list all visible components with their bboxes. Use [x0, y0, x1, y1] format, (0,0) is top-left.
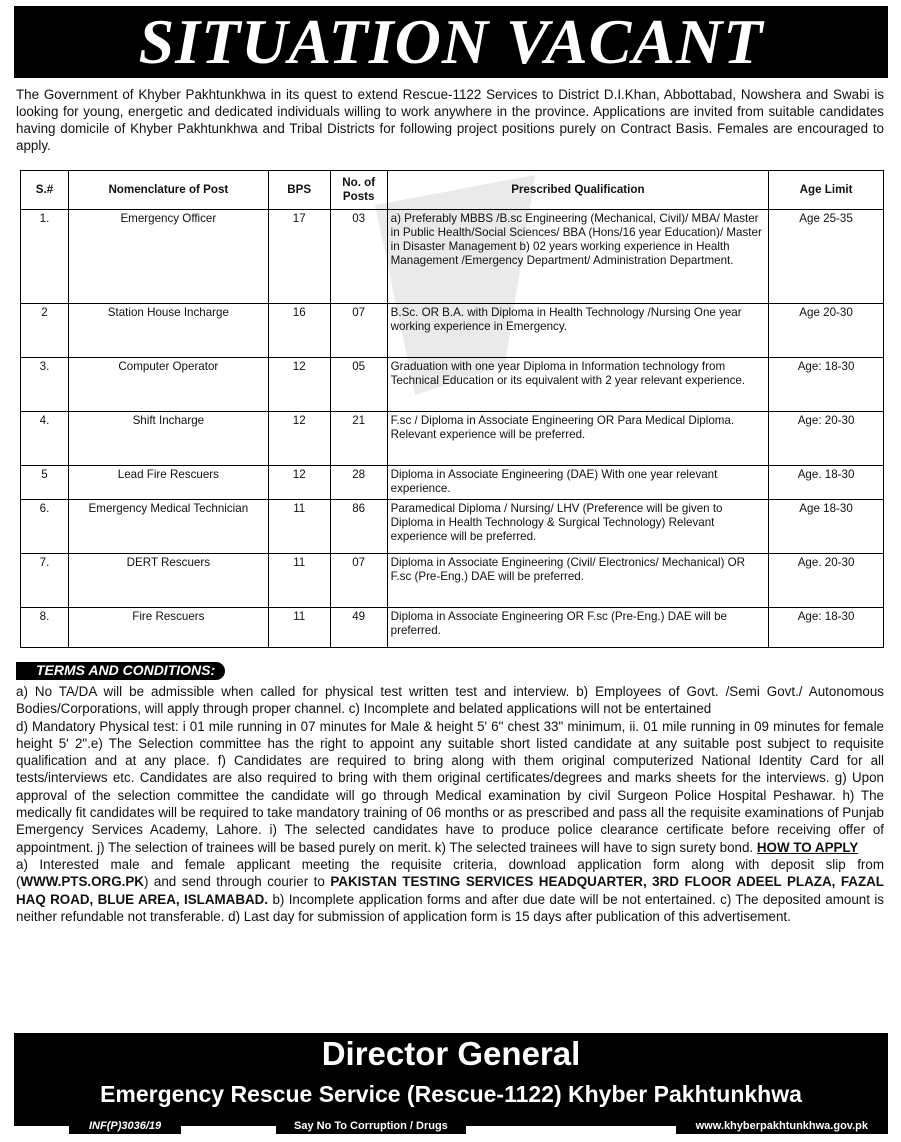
cell-sno: 7.: [21, 554, 69, 608]
header-posts: No. of Posts: [330, 171, 387, 210]
cell-qualification: F.sc / Diploma in Associate Engineering OR Para Medical Diploma. Relevant experience will be preferred.: [387, 412, 768, 466]
cell-sno: 3.: [21, 358, 69, 412]
cell-age: Age: 20-30: [769, 412, 884, 466]
cell-age: Age. 18-30: [769, 466, 884, 500]
terms-body: [16, 683, 884, 925]
cell-qualification: B.Sc. OR B.A. with Diploma in Health Technology /Nursing One year working experience in Emergency.: [387, 304, 768, 358]
apply-text-3: b) Incomplete application forms and after due date will be not entertained. c) The deposited amount is neither refundable not transferable. d) Last day for submission of application form is 15 days after publication of this advertisement.: [16, 891, 884, 924]
cell-posts: 03: [330, 210, 387, 304]
header-age: Age Limit: [769, 171, 884, 210]
table-row: [21, 358, 884, 412]
footer-website-link[interactable]: www.khyberpakhtunkhwa.gov.pk: [676, 1118, 888, 1134]
apply-text-2: ) and send through courier to: [143, 874, 325, 890]
cell-posts: 86: [330, 500, 387, 554]
cell-age: Age: 18-30: [769, 608, 884, 648]
header-sno: S.#: [21, 171, 69, 210]
cell-qualification: Graduation with one year Diploma in Information technology from Technical Education or its equivalent with 2 year relevant experience.: [387, 358, 768, 412]
cell-bps: 12: [268, 466, 330, 500]
table-row: [21, 412, 884, 466]
table-header-row: [21, 171, 884, 210]
table-row: [21, 210, 884, 304]
cell-qualification: Diploma in Associate Engineering (Civil/ Electronics/ Mechanical) OR F.sc (Pre-Eng.) DAE will be preferred.: [387, 554, 768, 608]
cell-posts: 07: [330, 304, 387, 358]
apply-address: PAKISTAN TESTING SERVICES HEADQUARTER, 3RD FLOOR ADEEL PLAZA, FAZAL HAQ ROAD, BLUE AREA, ISLAMABAD.: [16, 874, 884, 907]
cell-sno: 5: [21, 466, 69, 500]
header-qualification: Prescribed Qualification: [387, 171, 768, 210]
cell-age: Age 25-35: [769, 210, 884, 304]
cell-sno: 8.: [21, 608, 69, 648]
cell-sno: 2: [21, 304, 69, 358]
title-banner: [14, 6, 888, 78]
table-row: [21, 554, 884, 608]
cell-sno: 4.: [21, 412, 69, 466]
apply-text-1: a) Interested male and female applicant meeting the requisite criteria, download application form along with deposit slip from (: [16, 856, 884, 890]
apply-url-link[interactable]: WWW.PTS.ORG.PK: [20, 874, 144, 890]
cell-posts: 49: [330, 608, 387, 648]
terms-paragraph-1: a) No TA/DA will be admissible when called for physical test written test and interview. b) Employees of Govt. /Semi Govt./ Autonomous Bodies/Corporations, will apply through proper channel. c) Incomplete and belated applications will not be entertained: [16, 684, 884, 717]
header-post: Nomenclature of Post: [68, 171, 268, 210]
cell-post: Emergency Officer: [68, 210, 268, 304]
cell-bps: 12: [268, 358, 330, 412]
cell-post: Shift Incharge: [68, 412, 268, 466]
cell-qualification: a) Preferably MBBS /B.sc Engineering (Mechanical, Civil)/ MBA/ Master in Public Health/Social Sciences/ BBA (Hons/16 year Education)/ Master in Disaster Management b) 02 years working experience in Health Management /Emergency Department/ Administration Department.: [387, 210, 768, 304]
table-row: [21, 500, 884, 554]
how-to-apply-heading: HOW TO APPLY: [756, 839, 859, 855]
cell-bps: 11: [268, 608, 330, 648]
cell-qualification: Diploma in Associate Engineering (DAE) With one year relevant experience.: [387, 466, 768, 500]
cell-posts: 28: [330, 466, 387, 500]
cell-post: Station House Incharge: [68, 304, 268, 358]
cell-bps: 12: [268, 412, 330, 466]
cell-post: DERT Rescuers: [68, 554, 268, 608]
terms-paragraph-2: [16, 718, 884, 856]
cell-post: Fire Rescuers: [68, 608, 268, 648]
header-bps: BPS: [268, 171, 330, 210]
cell-bps: 11: [268, 554, 330, 608]
cell-age: Age 20-30: [769, 304, 884, 358]
cell-qualification: Diploma in Associate Engineering OR F.sc (Pre-Eng.) DAE will be preferred.: [387, 608, 768, 648]
apply-paragraph: [16, 856, 884, 925]
cell-posts: 05: [330, 358, 387, 412]
terms-paragraph-2-text: d) Mandatory Physical test: i 01 mile running in 07 minutes for Male & height 5' 6" chest 33" minimum, ii. 01 mile running in 09 minutes for female height 5' 2".e) The Selection committee has the right to appoint any suitable short listed candidate at any suitable post subject to requisite qualification and at any place. f) Candidates are required to bring along with them original computerized National Identity Card for all tests/interviews etc. Candidates are also required to bring with them original certificates/degrees and marks sheets for the interviews. g) Upon approval of the selection committee the candidate will go through Medical examination by civil Surgeon Police Hospital Peshawar. h) The medically fit candidates will be required to take mandatory training of 06 months or as prescribed and pass all the requisite examinations of Punjab Emergency Services Academy, Lahore. i) The selected candidates have to produce police clearance certificate before receiving offer of appointment. j) The selection of trainees will be based purely on merit. k) The selected trainees will have to sign surety bond.: [16, 718, 884, 855]
cell-bps: 17: [268, 210, 330, 304]
director-organization: Emergency Rescue Service (Rescue-1122) Khyber Pakhtunkhwa: [100, 1081, 802, 1107]
terms-heading: TERMS AND CONDITIONS:: [16, 662, 225, 680]
posts-table: [20, 170, 884, 648]
cell-bps: 11: [268, 500, 330, 554]
cell-posts: 07: [330, 554, 387, 608]
table-row: [21, 608, 884, 648]
cell-post: Emergency Medical Technician: [68, 500, 268, 554]
page-title: SITUATION VACANT: [138, 6, 764, 77]
cell-age: Age. 20-30: [769, 554, 884, 608]
cell-qualification: Paramedical Diploma / Nursing/ LHV (Preference will be given to Diploma in Health Technology & Surgical Technology) Relevant experience will be preferred.: [387, 500, 768, 554]
director-title: Director General: [321, 1035, 581, 1072]
cell-posts: 21: [330, 412, 387, 466]
footer-bar: [14, 1118, 888, 1136]
cell-age: Age 18-30: [769, 500, 884, 554]
table-row: [21, 466, 884, 500]
director-block: [14, 1033, 888, 1126]
footer-reference: INF(P)3036/19: [69, 1118, 181, 1134]
footer-slogan: Say No To Corruption / Drugs: [276, 1118, 466, 1134]
cell-post: Computer Operator: [68, 358, 268, 412]
cell-bps: 16: [268, 304, 330, 358]
cell-age: Age: 18-30: [769, 358, 884, 412]
intro-paragraph: The Government of Khyber Pakhtunkhwa in its quest to extend Rescue-1122 Services to District D.I.Khan, Abbottabad, Nowshera and Swabi is looking for young, energetic and dedicated individuals willing to work anywhere in the province. Applications are invited from suitable candidates having domicile of Khyber Pakhtunkhwa and Tribal Districts for following project positions purely on Contract Basis. Females are encouraged to apply.: [16, 87, 884, 153]
cell-post: Lead Fire Rescuers: [68, 466, 268, 500]
table-row: [21, 304, 884, 358]
cell-sno: 1.: [21, 210, 69, 304]
cell-sno: 6.: [21, 500, 69, 554]
